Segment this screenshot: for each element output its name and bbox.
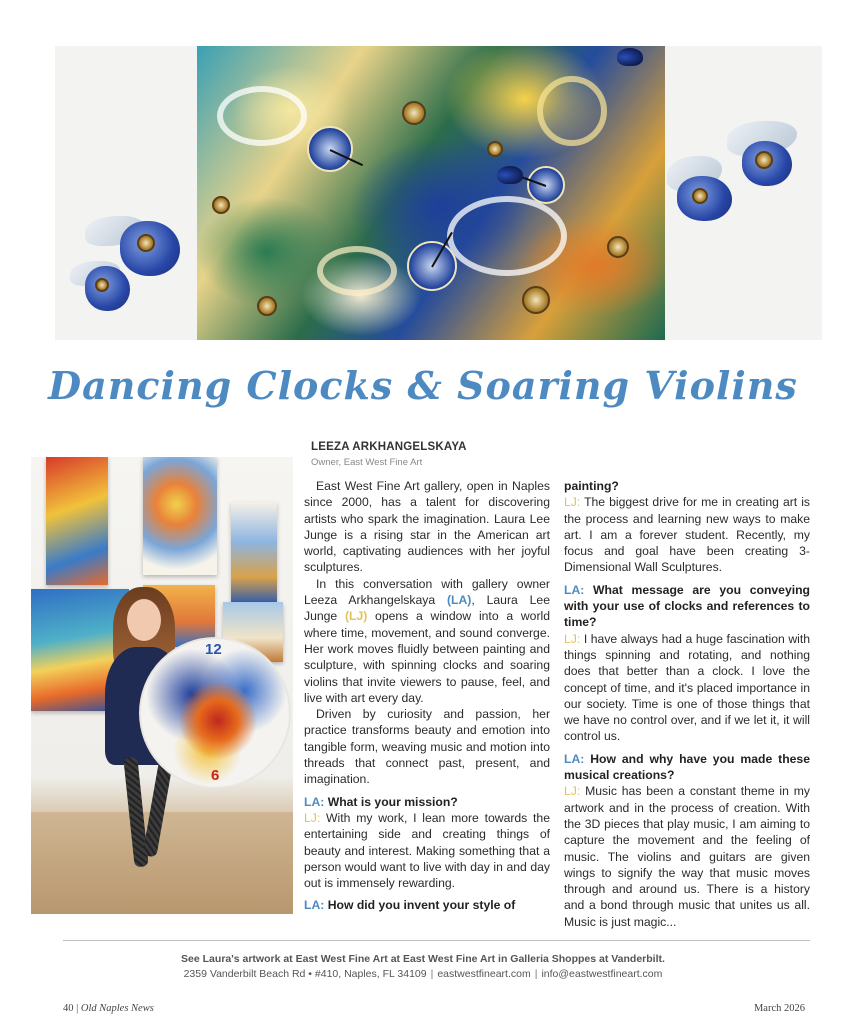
intro-paragraph-2 — [304, 576, 550, 706]
la-tag: (LA) — [447, 593, 472, 608]
lj-label: LJ: — [564, 784, 581, 799]
byline-name: LEEZA ARKHANGELSKAYA — [311, 441, 467, 453]
website-link[interactable]: eastwestfineart.com — [437, 968, 531, 980]
answer-text: Music has been a constant theme in my artwork and in the process of creation. With the 3D pieces that play music, I am aiming to capture the movement and the feeling of music. The violins and guitars are given wings to signify the way that music moves through and around us. There is a history and a bond through music that unites us all. Music is just magic... — [564, 784, 810, 929]
question-3 — [564, 582, 810, 631]
abstract-clock-painting — [197, 46, 665, 340]
artist-face — [127, 599, 161, 641]
separator: | — [534, 968, 538, 980]
answer-text: With my work, I lean more towards the entertaining side and creating things of beauty and interest. Making something that a person would want to live with day in and day out is immensely rewarding. — [304, 810, 550, 891]
right-wall-sculpture — [667, 116, 817, 236]
question-2-continued: painting? — [564, 479, 619, 493]
la-label: LA: — [564, 582, 585, 597]
lj-name: Laura Lee Junge — [304, 593, 550, 624]
la-label: LA: — [564, 751, 585, 766]
question-text: How did you invent your style of — [327, 898, 516, 913]
question-text: What message are you conveying with your use of clocks and references to time? — [564, 582, 810, 630]
separator: | — [430, 968, 434, 980]
lj-label: LJ: — [304, 810, 321, 825]
wall-painting — [46, 457, 108, 585]
intro2-text: In this conversation with gallery owner — [316, 576, 550, 591]
answer-text: I have always had a huge fascination with things spinning and rotating, and nothing does that better than a clock. I love the concept of time, and it's placed importance in our society. Time is one of those things that we have no control over, and if we let it, it will control us. — [564, 631, 810, 744]
answer-text: The biggest drive for me in creating art is the process and learning new ways to make art. I am a forever student. Recently, my focus and goal have been creating 3-Dimensional Wall Sculptures. — [564, 495, 811, 575]
question-text: What is your mission? — [327, 794, 458, 809]
intro2-separator: , — [471, 593, 487, 608]
wall-painting — [143, 457, 217, 575]
clock-numeral-6: 6 — [211, 767, 220, 784]
gallery-address: 2359 Vanderbilt Beach Rd • #410, Naples, FL 34109 — [183, 968, 427, 980]
wall-painting — [231, 502, 277, 602]
answer-4 — [564, 783, 810, 930]
byline-role: Owner, East West Fine Art — [311, 457, 423, 468]
publication-name: Old Naples News — [80, 1003, 154, 1014]
artist-portrait-photo — [31, 457, 293, 914]
page-folio — [63, 1003, 154, 1014]
lj-tag: (LJ) — [344, 609, 368, 624]
lj-label: LJ: — [564, 495, 581, 510]
answer-2 — [564, 494, 810, 575]
left-wall-sculpture — [65, 206, 190, 326]
clock-numeral-12: 12 — [205, 641, 222, 658]
question-2 — [304, 897, 550, 913]
round-clock-painting — [139, 637, 291, 789]
answer-1 — [304, 810, 550, 891]
la-name: Leeza Arkhangelskaya — [304, 593, 436, 608]
lj-label: LJ: — [564, 631, 581, 646]
separator: | — [76, 1003, 79, 1014]
answer-3 — [564, 631, 810, 745]
gallery-floor — [31, 812, 293, 914]
gallery-promo-text: See Laura's artwork at East West Fine Art at East West Fine Art in Galleria Shoppes at Vanderbilt. — [181, 953, 665, 965]
intro-paragraph-1: East West Fine Art gallery, open in Naples since 2000, has a talent for discovering artists who spark the imagination. Laura Lee Junge is a rising star in the American art world, captivating audiences with her joyful sculptures. — [304, 479, 550, 575]
la-label: LA: — [304, 898, 325, 913]
article-column-1 — [304, 478, 550, 914]
question-text: How and why have you made these musical creations? — [564, 751, 810, 783]
article-column-2 — [564, 478, 810, 930]
intro2-text-end: opens a window into a world where time, movement, and sound converge. Her work moves fluidly between painting and sculpture, with spinning clocks and soaring violins that invite viewers to pause, feel, and live with art every day. — [304, 609, 550, 705]
hero-artwork-image — [55, 46, 822, 340]
gallery-contact-line — [0, 968, 846, 980]
question-4 — [564, 751, 810, 784]
question-1 — [304, 794, 550, 810]
intro-paragraph-3: Driven by curiosity and passion, her practice transforms beauty and emotion into tangible form, weaving music and motion into threads that connect past, present, and imagination. — [304, 707, 550, 787]
footer-divider — [63, 940, 810, 941]
issue-date: March 2026 — [753, 1003, 805, 1014]
la-label: LA: — [304, 794, 325, 809]
email-link[interactable]: info@eastwestfineart.com — [541, 968, 663, 980]
page-number: 40 — [63, 1003, 74, 1014]
article-title: Dancing Clocks & Soaring Violins — [48, 363, 798, 408]
